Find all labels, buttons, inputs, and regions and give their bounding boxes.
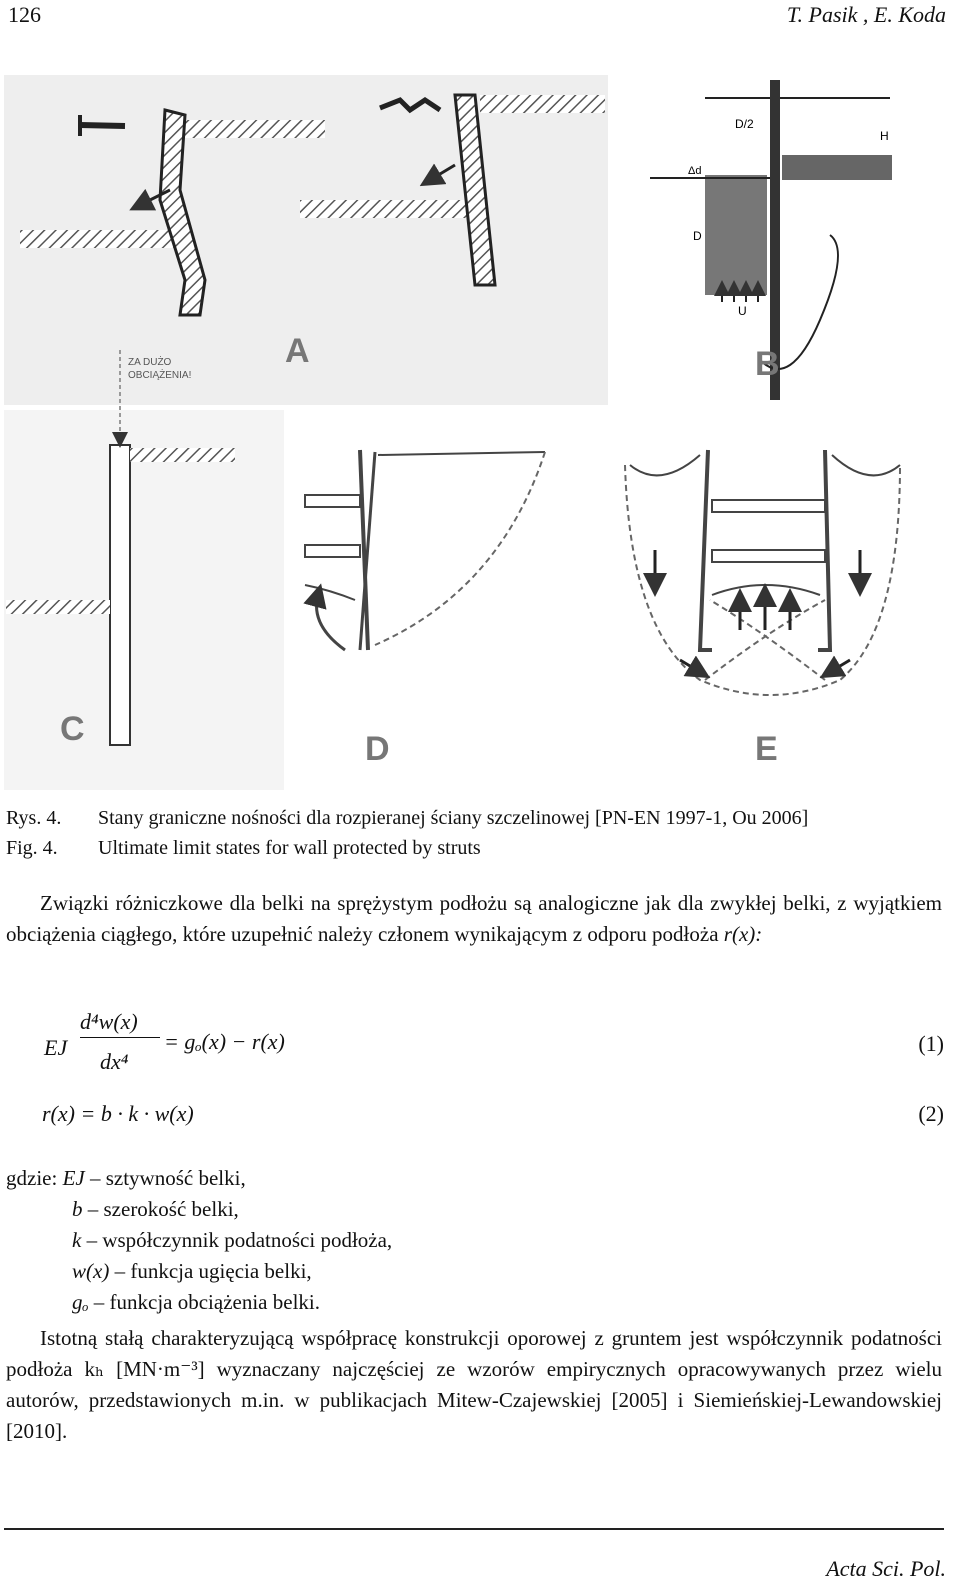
legend-text-0: – sztywność belki, xyxy=(89,1166,246,1190)
panel-a2-ground-lower xyxy=(300,200,470,218)
figure-ultimate-limit-states xyxy=(0,70,960,800)
caption-pl-prefix: Rys. 4. xyxy=(6,807,62,829)
legend-sym-1: b xyxy=(72,1197,83,1221)
paragraph-1 xyxy=(6,888,942,950)
panel-c-note-line1: ZA DUŻO xyxy=(128,357,172,368)
legend-text-1: – szerokość belki, xyxy=(87,1197,239,1221)
legend-sym-2: k xyxy=(72,1228,82,1252)
panel-c-label: C xyxy=(60,710,85,748)
panel-a-label: A xyxy=(285,332,310,370)
panel-b-label-h: H xyxy=(880,129,889,143)
panel-c-wall xyxy=(110,445,130,745)
legend-intro: gdzie: xyxy=(6,1166,58,1190)
panel-c-ground-upper xyxy=(130,448,235,462)
legend-sym-0: EJ xyxy=(62,1166,85,1190)
legend-sym-4: gₒ xyxy=(72,1290,89,1314)
panel-a1-ground-upper xyxy=(165,120,325,138)
legend-sym-3: w(x) xyxy=(72,1259,110,1283)
panel-a1-ground-lower xyxy=(20,230,190,248)
eq1-lhs: EJ xyxy=(44,1035,68,1060)
panel-a2-ground-upper xyxy=(480,95,605,113)
panel-b-label-d: D xyxy=(693,229,702,243)
paragraph-2: Istotną stałą charakteryzującą współpracę konstrukcji oporowej z gruntem jest współczynnik podatności podłoża kₕ [MN·m⁻³] wyznaczany najczęściej ze wzorów empirycznych opracowywanych przez wielu autorów, przedstawionych m.in. w publikacjach Mitew-Czajewskiej [2005] i Siemieńskiej-Lewandowskiej [2010]. xyxy=(6,1326,942,1443)
equation-1-number: (1) xyxy=(918,1031,944,1056)
running-head-authors: T. Pasik , E. Koda xyxy=(786,2,946,27)
eq1-fraction-bar xyxy=(80,1037,160,1038)
panel-d-label: D xyxy=(365,730,390,768)
panel-b-water-right xyxy=(782,155,892,180)
panel-b-soil-left xyxy=(705,175,767,295)
figure-caption xyxy=(6,803,946,863)
panel-e-label: E xyxy=(755,730,778,768)
footer-rule xyxy=(4,1528,944,1530)
eq1-rhs: = gₒ(x) − r(x) xyxy=(164,1029,285,1054)
panel-b-label: B xyxy=(755,345,780,383)
panel-c-note-line2: OBCIĄŻENIA! xyxy=(128,370,192,381)
caption-pl-text: Stany graniczne nośności dla rozpieranej ściany szczelinowej [PN-EN 1997-1, Ou 2006] xyxy=(98,807,809,829)
equation-2: r(x) = b · k · w(x) xyxy=(42,1101,194,1126)
legend-text-4: – funkcja obciążenia belki. xyxy=(93,1290,320,1314)
panel-c-ground-lower xyxy=(6,600,110,614)
caption-en-text: Ultimate limit states for wall protected by struts xyxy=(98,837,481,859)
footer-journal: Acta Sci. Pol. xyxy=(826,1556,946,1581)
caption-en-prefix: Fig. 4. xyxy=(6,837,58,859)
panel-b-label-delta-d: Δd xyxy=(688,165,702,177)
panel-e-drawing xyxy=(625,450,900,695)
legend-text-3: – funkcja ugięcia belki, xyxy=(114,1259,312,1283)
legend-text-2: – współczynnik podatności podłoża, xyxy=(86,1228,393,1252)
panel-b-label-u: U xyxy=(738,304,747,318)
eq1-denominator: dx⁴ xyxy=(100,1049,129,1074)
page-number: 126 xyxy=(8,2,41,27)
panel-a1-strut xyxy=(80,125,125,126)
panel-b-label-half-d: D/2 xyxy=(735,117,754,131)
panel-d-drawing xyxy=(305,450,545,650)
paragraph-1-tail: r(x): xyxy=(723,922,763,946)
symbol-legend xyxy=(6,1163,606,1318)
equation-2-number: (2) xyxy=(918,1101,944,1126)
eq1-numerator: d⁴w(x) xyxy=(80,1009,138,1034)
paragraph-1-text: Związki różniczkowe dla belki na sprężystym podłożu są analogiczne jak dla zwykłej belki, z wyjątkiem obciążenia ciągłego, które uzupełnić należy członem wynikającym z odporu podłoża xyxy=(6,891,942,946)
